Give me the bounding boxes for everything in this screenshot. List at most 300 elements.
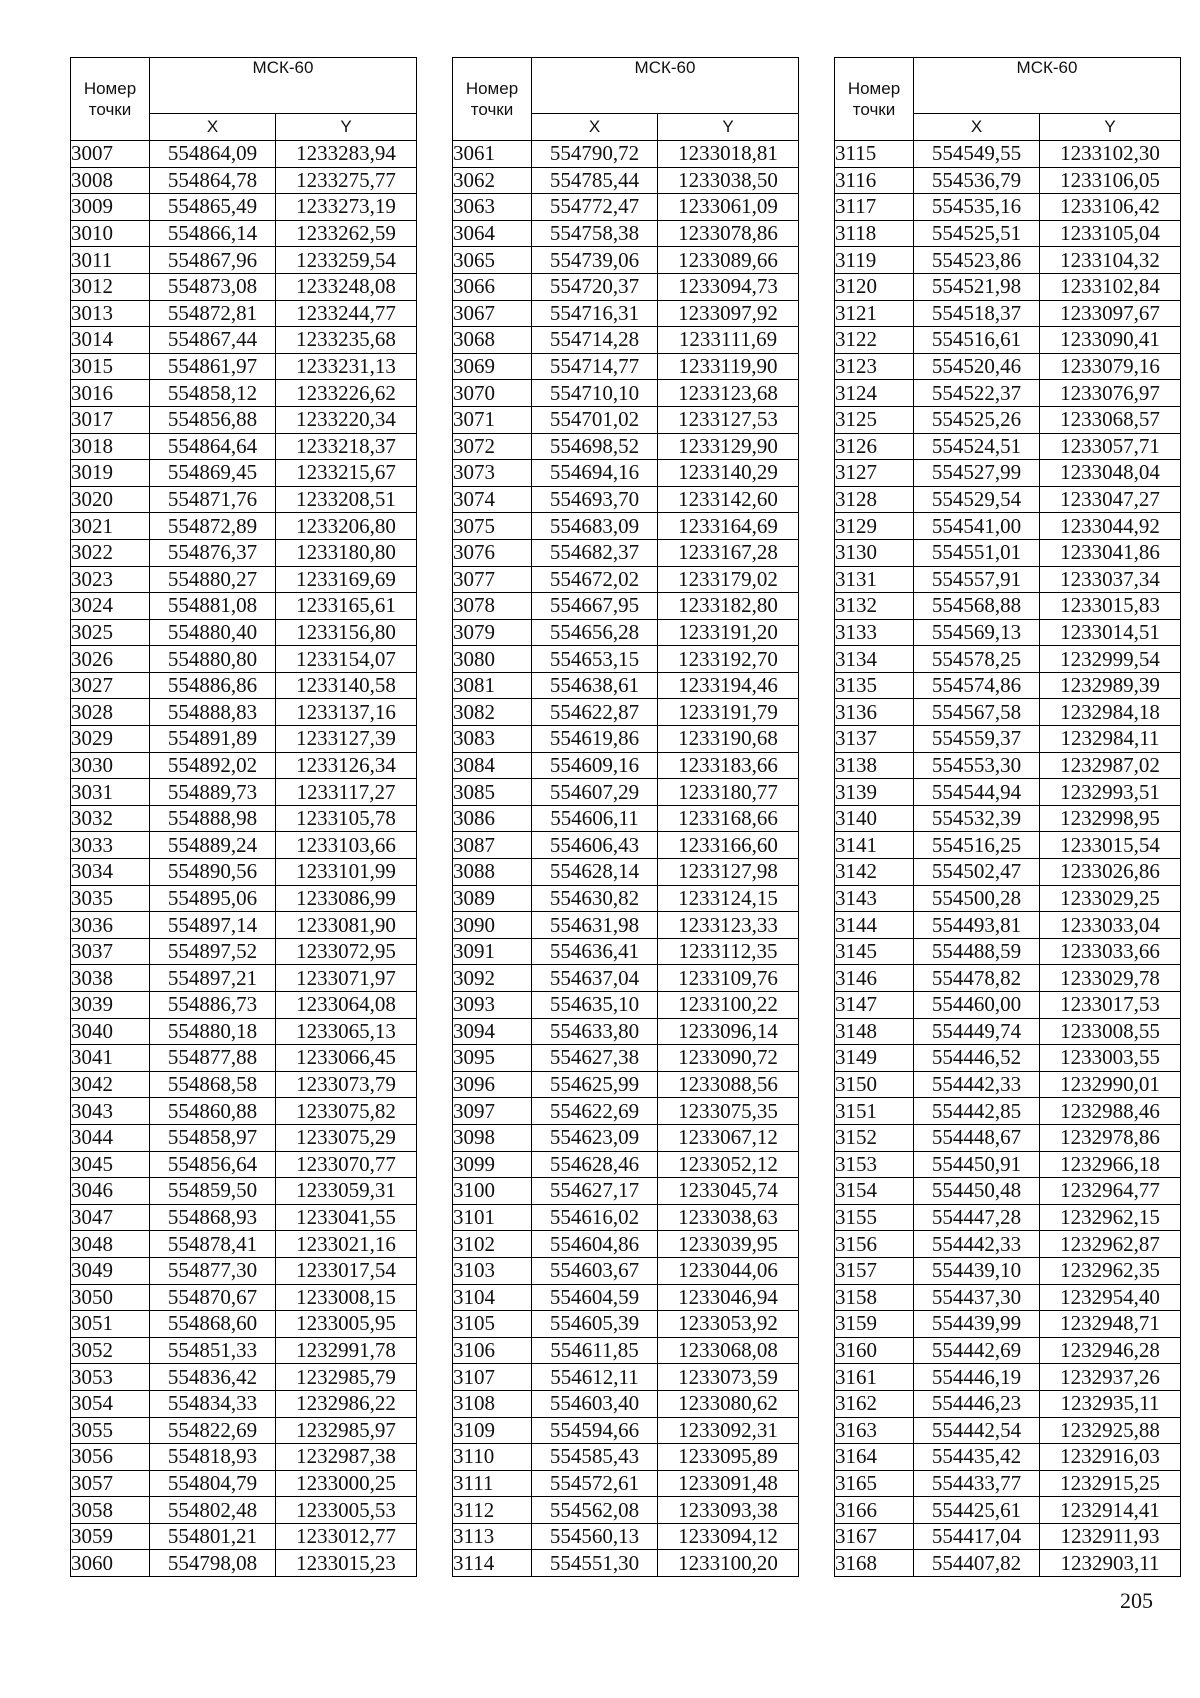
table-row xyxy=(835,1204,1181,1231)
x-coordinate-cell: 554802,48 xyxy=(150,1497,276,1524)
table-row xyxy=(453,566,799,593)
table-row xyxy=(835,353,1181,380)
table-row xyxy=(453,1550,799,1577)
point-number-cell: 3149 xyxy=(835,1045,914,1072)
x-coordinate-cell: 554568,88 xyxy=(914,593,1040,620)
x-coordinate-cell: 554889,24 xyxy=(150,832,276,859)
point-number-cell: 3136 xyxy=(835,699,914,726)
x-coordinate-cell: 554433,77 xyxy=(914,1470,1040,1497)
y-coordinate-cell: 1232914,41 xyxy=(1040,1497,1181,1524)
table-row xyxy=(453,1204,799,1231)
x-coordinate-cell: 554888,83 xyxy=(150,699,276,726)
point-number-cell: 3093 xyxy=(453,992,532,1019)
y-coordinate-cell: 1233070,77 xyxy=(276,1151,417,1178)
point-number-cell: 3062 xyxy=(453,167,532,194)
y-coordinate-cell: 1233111,69 xyxy=(658,327,799,354)
point-number-cell: 3080 xyxy=(453,646,532,673)
x-coordinate-cell: 554856,88 xyxy=(150,406,276,433)
y-coordinate-cell: 1233086,99 xyxy=(276,885,417,912)
table-row xyxy=(835,726,1181,753)
table-row xyxy=(71,593,417,620)
y-coordinate-cell: 1233165,61 xyxy=(276,593,417,620)
table-row xyxy=(453,992,799,1019)
point-number-cell: 3132 xyxy=(835,593,914,620)
table-row xyxy=(453,1523,799,1550)
table-row xyxy=(71,1204,417,1231)
x-coordinate-cell: 554772,47 xyxy=(532,194,658,221)
point-number-cell: 3127 xyxy=(835,460,914,487)
table-row xyxy=(71,885,417,912)
y-coordinate-cell: 1233075,82 xyxy=(276,1098,417,1125)
table-row xyxy=(835,646,1181,673)
table-row xyxy=(835,1071,1181,1098)
y-coordinate-cell: 1233073,59 xyxy=(658,1364,799,1391)
x-column-header: X xyxy=(532,113,658,140)
point-number-cell: 3153 xyxy=(835,1151,914,1178)
point-number-cell: 3159 xyxy=(835,1311,914,1338)
x-coordinate-cell: 554895,06 xyxy=(150,885,276,912)
y-coordinate-cell: 1233112,35 xyxy=(658,938,799,965)
table-row xyxy=(453,912,799,939)
x-coordinate-cell: 554856,64 xyxy=(150,1151,276,1178)
table-row xyxy=(835,1257,1181,1284)
x-coordinate-cell: 554868,58 xyxy=(150,1071,276,1098)
y-coordinate-cell: 1233100,20 xyxy=(658,1550,799,1577)
point-number-cell: 3030 xyxy=(71,752,150,779)
table-row xyxy=(71,965,417,992)
point-number-cell: 3051 xyxy=(71,1311,150,1338)
point-number-cell: 3048 xyxy=(71,1231,150,1258)
y-coordinate-cell: 1233137,16 xyxy=(276,699,417,726)
y-coordinate-cell: 1232916,03 xyxy=(1040,1444,1181,1471)
table-row xyxy=(71,1390,417,1417)
coordinate-system-header: МСК-60 xyxy=(532,58,799,114)
table-row xyxy=(71,646,417,673)
x-coordinate-cell: 554604,86 xyxy=(532,1231,658,1258)
point-number-cell: 3056 xyxy=(71,1444,150,1471)
y-coordinate-cell: 1233215,67 xyxy=(276,460,417,487)
x-coordinate-cell: 554520,46 xyxy=(914,353,1040,380)
x-coordinate-cell: 554446,19 xyxy=(914,1364,1040,1391)
table-row xyxy=(453,1231,799,1258)
x-coordinate-cell: 554625,99 xyxy=(532,1071,658,1098)
table-row xyxy=(453,832,799,859)
x-coordinate-cell: 554541,00 xyxy=(914,513,1040,540)
x-coordinate-cell: 554864,09 xyxy=(150,141,276,168)
y-coordinate-cell: 1233017,53 xyxy=(1040,992,1181,1019)
x-coordinate-cell: 554612,11 xyxy=(532,1364,658,1391)
x-coordinate-cell: 554553,30 xyxy=(914,752,1040,779)
table-row xyxy=(453,1257,799,1284)
point-number-cell: 3028 xyxy=(71,699,150,726)
y-coordinate-cell: 1233167,28 xyxy=(658,539,799,566)
point-number-cell: 3081 xyxy=(453,672,532,699)
point-number-cell: 3050 xyxy=(71,1284,150,1311)
table-row xyxy=(71,1071,417,1098)
y-coordinate-cell: 1232915,25 xyxy=(1040,1470,1181,1497)
table-row xyxy=(453,353,799,380)
table-row xyxy=(453,300,799,327)
table-row xyxy=(835,1337,1181,1364)
y-coordinate-cell: 1233005,53 xyxy=(276,1497,417,1524)
y-coordinate-cell: 1232946,28 xyxy=(1040,1337,1181,1364)
y-coordinate-cell: 1233033,04 xyxy=(1040,912,1181,939)
x-coordinate-cell: 554694,16 xyxy=(532,460,658,487)
table-row xyxy=(71,1311,417,1338)
table-row xyxy=(835,1178,1181,1205)
point-number-cell: 3042 xyxy=(71,1071,150,1098)
x-coordinate-cell: 554701,02 xyxy=(532,406,658,433)
x-coordinate-cell: 554801,21 xyxy=(150,1523,276,1550)
y-coordinate-cell: 1233192,70 xyxy=(658,646,799,673)
y-coordinate-cell: 1233104,32 xyxy=(1040,247,1181,274)
table-row xyxy=(453,965,799,992)
table-row xyxy=(71,699,417,726)
point-number-cell: 3139 xyxy=(835,779,914,806)
y-coordinate-cell: 1233126,34 xyxy=(276,752,417,779)
point-number-cell: 3107 xyxy=(453,1364,532,1391)
y-coordinate-cell: 1233088,56 xyxy=(658,1071,799,1098)
x-coordinate-cell: 554667,95 xyxy=(532,593,658,620)
table-row xyxy=(453,247,799,274)
table-row xyxy=(71,1151,417,1178)
y-coordinate-cell: 1232962,15 xyxy=(1040,1204,1181,1231)
x-coordinate-cell: 554446,23 xyxy=(914,1390,1040,1417)
y-coordinate-cell: 1233283,94 xyxy=(276,141,417,168)
y-coordinate-cell: 1233262,59 xyxy=(276,220,417,247)
point-number-cell: 3112 xyxy=(453,1497,532,1524)
y-coordinate-cell: 1233194,46 xyxy=(658,672,799,699)
x-coordinate-cell: 554638,61 xyxy=(532,672,658,699)
point-number-cell: 3038 xyxy=(71,965,150,992)
coordinates-table-1 xyxy=(70,57,417,1577)
table-row xyxy=(835,1550,1181,1577)
point-number-cell: 3085 xyxy=(453,779,532,806)
y-coordinate-cell: 1233029,25 xyxy=(1040,885,1181,912)
y-coordinate-cell: 1232984,18 xyxy=(1040,699,1181,726)
table-row xyxy=(453,1018,799,1045)
table-row xyxy=(453,752,799,779)
point-number-cell: 3119 xyxy=(835,247,914,274)
table-row xyxy=(835,460,1181,487)
x-coordinate-cell: 554557,91 xyxy=(914,566,1040,593)
table-row xyxy=(453,486,799,513)
x-coordinate-cell: 554551,30 xyxy=(532,1550,658,1577)
point-number-cell: 3154 xyxy=(835,1178,914,1205)
table-row xyxy=(71,380,417,407)
y-coordinate-cell: 1233180,80 xyxy=(276,539,417,566)
y-coordinate-cell: 1233091,48 xyxy=(658,1470,799,1497)
point-number-cell: 3137 xyxy=(835,726,914,753)
y-coordinate-cell: 1233066,45 xyxy=(276,1045,417,1072)
point-number-cell: 3046 xyxy=(71,1178,150,1205)
x-coordinate-cell: 554518,37 xyxy=(914,300,1040,327)
table-row xyxy=(71,167,417,194)
point-number-cell: 3163 xyxy=(835,1417,914,1444)
table-row xyxy=(71,353,417,380)
table-row xyxy=(453,1390,799,1417)
point-number-cell: 3047 xyxy=(71,1204,150,1231)
point-number-cell: 3073 xyxy=(453,460,532,487)
x-coordinate-cell: 554442,85 xyxy=(914,1098,1040,1125)
table-row xyxy=(71,1550,417,1577)
y-coordinate-cell: 1233046,94 xyxy=(658,1284,799,1311)
x-coordinate-cell: 554447,28 xyxy=(914,1204,1040,1231)
x-coordinate-cell: 554607,29 xyxy=(532,779,658,806)
x-coordinate-cell: 554536,79 xyxy=(914,167,1040,194)
y-coordinate-cell: 1233226,62 xyxy=(276,380,417,407)
table-row xyxy=(835,406,1181,433)
table-row xyxy=(453,167,799,194)
table-row xyxy=(71,1231,417,1258)
table-row xyxy=(453,1311,799,1338)
x-coordinate-cell: 554897,21 xyxy=(150,965,276,992)
y-coordinate-cell: 1233180,77 xyxy=(658,779,799,806)
point-number-cell: 3082 xyxy=(453,699,532,726)
x-coordinate-cell: 554572,61 xyxy=(532,1470,658,1497)
x-coordinate-cell: 554516,61 xyxy=(914,327,1040,354)
point-number-cell: 3151 xyxy=(835,1098,914,1125)
x-coordinate-cell: 554890,56 xyxy=(150,859,276,886)
y-coordinate-cell: 1233164,69 xyxy=(658,513,799,540)
y-coordinate-cell: 1232911,93 xyxy=(1040,1523,1181,1550)
table-row xyxy=(835,1364,1181,1391)
x-coordinate-cell: 554439,99 xyxy=(914,1311,1040,1338)
y-coordinate-cell: 1232925,88 xyxy=(1040,1417,1181,1444)
point-number-cell: 3138 xyxy=(835,752,914,779)
x-coordinate-cell: 554866,14 xyxy=(150,220,276,247)
table-row xyxy=(453,938,799,965)
x-coordinate-cell: 554859,50 xyxy=(150,1178,276,1205)
point-number-cell: 3078 xyxy=(453,593,532,620)
x-coordinate-cell: 554622,69 xyxy=(532,1098,658,1125)
table-row xyxy=(835,273,1181,300)
x-coordinate-cell: 554867,96 xyxy=(150,247,276,274)
y-coordinate-cell: 1233053,92 xyxy=(658,1311,799,1338)
y-coordinate-cell: 1233127,39 xyxy=(276,726,417,753)
y-coordinate-cell: 1233275,77 xyxy=(276,167,417,194)
y-coordinate-cell: 1233117,27 xyxy=(276,779,417,806)
table-row xyxy=(835,593,1181,620)
point-number-cell: 3116 xyxy=(835,167,914,194)
x-coordinate-cell: 554407,82 xyxy=(914,1550,1040,1577)
y-coordinate-cell: 1233079,16 xyxy=(1040,353,1181,380)
y-coordinate-cell: 1233057,71 xyxy=(1040,433,1181,460)
x-coordinate-cell: 554551,01 xyxy=(914,539,1040,566)
x-coordinate-cell: 554442,54 xyxy=(914,1417,1040,1444)
table-row xyxy=(71,433,417,460)
y-coordinate-cell: 1233033,66 xyxy=(1040,938,1181,965)
point-number-cell: 3164 xyxy=(835,1444,914,1471)
table-row xyxy=(71,672,417,699)
point-number-cell: 3122 xyxy=(835,327,914,354)
x-coordinate-cell: 554544,94 xyxy=(914,779,1040,806)
table-row xyxy=(453,539,799,566)
x-coordinate-cell: 554578,25 xyxy=(914,646,1040,673)
y-coordinate-cell: 1232954,40 xyxy=(1040,1284,1181,1311)
point-number-cell: 3031 xyxy=(71,779,150,806)
table-row xyxy=(453,672,799,699)
point-number-cell: 3077 xyxy=(453,566,532,593)
y-coordinate-cell: 1233208,51 xyxy=(276,486,417,513)
point-number-cell: 3160 xyxy=(835,1337,914,1364)
x-coordinate-cell: 554585,43 xyxy=(532,1444,658,1471)
x-coordinate-cell: 554524,51 xyxy=(914,433,1040,460)
point-number-cell: 3083 xyxy=(453,726,532,753)
y-coordinate-cell: 1233129,90 xyxy=(658,433,799,460)
y-coordinate-cell: 1233154,07 xyxy=(276,646,417,673)
point-number-cell: 3147 xyxy=(835,992,914,1019)
x-coordinate-cell: 554790,72 xyxy=(532,141,658,168)
x-coordinate-cell: 554606,11 xyxy=(532,805,658,832)
point-number-cell: 3015 xyxy=(71,353,150,380)
x-coordinate-cell: 554872,81 xyxy=(150,300,276,327)
point-number-cell: 3088 xyxy=(453,859,532,886)
point-number-cell: 3089 xyxy=(453,885,532,912)
table-row xyxy=(71,1284,417,1311)
point-number-cell: 3098 xyxy=(453,1124,532,1151)
table-row xyxy=(453,1151,799,1178)
table-row xyxy=(835,805,1181,832)
point-number-cell: 3145 xyxy=(835,938,914,965)
y-coordinate-cell: 1233059,31 xyxy=(276,1178,417,1205)
x-coordinate-cell: 554439,10 xyxy=(914,1257,1040,1284)
table-row xyxy=(835,1151,1181,1178)
x-coordinate-cell: 554442,33 xyxy=(914,1071,1040,1098)
x-coordinate-cell: 554698,52 xyxy=(532,433,658,460)
x-coordinate-cell: 554627,17 xyxy=(532,1178,658,1205)
page-number: 205 xyxy=(1120,1588,1153,1613)
x-coordinate-cell: 554605,39 xyxy=(532,1311,658,1338)
x-coordinate-cell: 554493,81 xyxy=(914,912,1040,939)
coordinate-system-header: МСК-60 xyxy=(150,58,417,114)
point-number-cell: 3126 xyxy=(835,433,914,460)
y-coordinate-cell: 1232998,95 xyxy=(1040,805,1181,832)
point-number-cell: 3022 xyxy=(71,539,150,566)
table-row xyxy=(835,566,1181,593)
point-number-cell: 3029 xyxy=(71,726,150,753)
table-row xyxy=(453,593,799,620)
point-number-cell: 3054 xyxy=(71,1390,150,1417)
y-coordinate-cell: 1233105,78 xyxy=(276,805,417,832)
table-row xyxy=(71,1444,417,1471)
x-coordinate-cell: 554868,93 xyxy=(150,1204,276,1231)
x-coordinate-cell: 554868,60 xyxy=(150,1311,276,1338)
x-coordinate-cell: 554450,91 xyxy=(914,1151,1040,1178)
point-number-cell: 3104 xyxy=(453,1284,532,1311)
x-coordinate-cell: 554623,09 xyxy=(532,1124,658,1151)
y-coordinate-cell: 1233044,92 xyxy=(1040,513,1181,540)
y-coordinate-cell: 1232987,38 xyxy=(276,1444,417,1471)
table-row xyxy=(453,699,799,726)
coordinate-system-header: МСК-60 xyxy=(914,58,1181,114)
x-column-header: X xyxy=(150,113,276,140)
y-coordinate-cell: 1233156,80 xyxy=(276,619,417,646)
point-number-cell: 3074 xyxy=(453,486,532,513)
y-coordinate-cell: 1233048,04 xyxy=(1040,460,1181,487)
y-coordinate-cell: 1233168,66 xyxy=(658,805,799,832)
y-coordinate-cell: 1233008,15 xyxy=(276,1284,417,1311)
point-number-cell: 3123 xyxy=(835,353,914,380)
y-coordinate-cell: 1233081,90 xyxy=(276,912,417,939)
y-coordinate-cell: 1233119,90 xyxy=(658,353,799,380)
y-coordinate-cell: 1233080,62 xyxy=(658,1390,799,1417)
point-number-cell: 3012 xyxy=(71,273,150,300)
point-number-cell: 3168 xyxy=(835,1550,914,1577)
point-number-cell: 3055 xyxy=(71,1417,150,1444)
x-coordinate-cell: 554834,33 xyxy=(150,1390,276,1417)
y-coordinate-cell: 1233089,66 xyxy=(658,247,799,274)
x-coordinate-cell: 554881,08 xyxy=(150,593,276,620)
y-coordinate-cell: 1233123,33 xyxy=(658,912,799,939)
x-coordinate-cell: 554860,88 xyxy=(150,1098,276,1125)
table-row xyxy=(835,672,1181,699)
point-number-cell: 3148 xyxy=(835,1018,914,1045)
point-number-cell: 3120 xyxy=(835,273,914,300)
table-row xyxy=(835,141,1181,168)
x-coordinate-cell: 554871,76 xyxy=(150,486,276,513)
point-number-cell: 3061 xyxy=(453,141,532,168)
point-number-cell: 3121 xyxy=(835,300,914,327)
table-row xyxy=(835,1231,1181,1258)
point-number-cell: 3105 xyxy=(453,1311,532,1338)
table-row xyxy=(71,1364,417,1391)
y-coordinate-cell: 1233094,73 xyxy=(658,273,799,300)
x-coordinate-cell: 554594,66 xyxy=(532,1417,658,1444)
y-coordinate-cell: 1233103,66 xyxy=(276,832,417,859)
x-coordinate-cell: 554888,98 xyxy=(150,805,276,832)
x-coordinate-cell: 554798,08 xyxy=(150,1550,276,1577)
y-coordinate-cell: 1232984,11 xyxy=(1040,726,1181,753)
point-number-cell: 3049 xyxy=(71,1257,150,1284)
table-row xyxy=(71,1417,417,1444)
y-coordinate-cell: 1233106,05 xyxy=(1040,167,1181,194)
point-number-cell: 3113 xyxy=(453,1523,532,1550)
x-coordinate-cell: 554880,27 xyxy=(150,566,276,593)
point-number-cell: 3086 xyxy=(453,805,532,832)
point-number-cell: 3065 xyxy=(453,247,532,274)
point-number-cell: 3025 xyxy=(71,619,150,646)
table-row xyxy=(71,1045,417,1072)
y-coordinate-cell: 1233068,57 xyxy=(1040,406,1181,433)
table-row xyxy=(453,805,799,832)
y-coordinate-cell: 1233105,04 xyxy=(1040,220,1181,247)
x-coordinate-cell: 554714,28 xyxy=(532,327,658,354)
y-coordinate-cell: 1232985,79 xyxy=(276,1364,417,1391)
y-coordinate-cell: 1232999,54 xyxy=(1040,646,1181,673)
y-coordinate-cell: 1233093,38 xyxy=(658,1497,799,1524)
table-row xyxy=(835,1124,1181,1151)
table-row xyxy=(835,1018,1181,1045)
y-coordinate-cell: 1233231,13 xyxy=(276,353,417,380)
x-coordinate-cell: 554822,69 xyxy=(150,1417,276,1444)
x-coordinate-cell: 554559,37 xyxy=(914,726,1040,753)
table-row xyxy=(71,486,417,513)
table-row xyxy=(453,220,799,247)
point-number-cell: 3146 xyxy=(835,965,914,992)
point-number-cell: 3094 xyxy=(453,1018,532,1045)
table-row xyxy=(835,380,1181,407)
point-number-cell: 3114 xyxy=(453,1550,532,1577)
point-number-cell: 3021 xyxy=(71,513,150,540)
table-row xyxy=(835,1098,1181,1125)
y-coordinate-cell: 1232988,46 xyxy=(1040,1098,1181,1125)
table-row xyxy=(71,1470,417,1497)
point-number-cell: 3158 xyxy=(835,1284,914,1311)
y-coordinate-cell: 1233092,31 xyxy=(658,1417,799,1444)
table-row xyxy=(71,566,417,593)
x-coordinate-cell: 554417,04 xyxy=(914,1523,1040,1550)
